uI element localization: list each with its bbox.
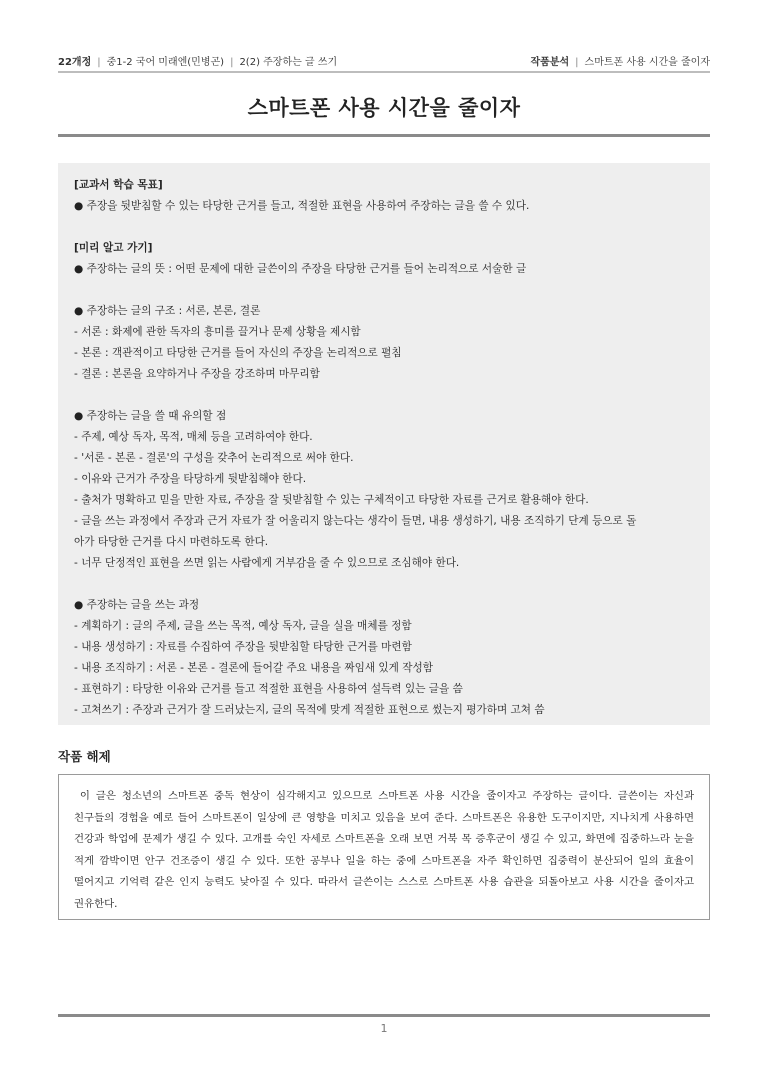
process-item: - 표현하기 : 타당한 이유와 근거를 들고 적절한 표현을 사용하여 설득력 있는 글을 씀 <box>74 683 463 695</box>
objective-text: ● 주장을 뒷받침할 수 있는 타당한 근거를 들고, 적절한 표현을 사용하여 주장하는 글을 쓸 수 있다. <box>74 200 530 212</box>
cautions-title: ● 주장하는 글을 쓸 때 유의할 점 <box>74 410 227 422</box>
learning-goal-box <box>58 163 710 725</box>
header-right: 작품분석 | 스마트폰 사용 시간을 줄이자 <box>530 56 710 68</box>
caution-item: - 이유와 근거가 주장을 타당하게 뒷받침해야 한다. <box>74 473 307 485</box>
work-title-label: 스마트폰 사용 시간을 줄이자 <box>584 56 710 68</box>
header-divider <box>58 71 710 73</box>
structure-item: - 본론 : 객관적이고 타당한 근거를 들어 자신의 주장을 논리적으로 펼침 <box>74 347 402 359</box>
header-left: 22개정 | 중1-2 국어 미래엔(민병곤) | 2(2) 주장하는 글 쓰기 <box>58 56 338 68</box>
caution-item: - 출처가 명확하고 믿을 만한 자료, 주장을 잘 뒷받침할 수 있는 구체적이고 타당한 자료를 근거로 활용해야 한다. <box>74 494 589 506</box>
structure-item: - 서론 : 화제에 관한 독자의 흥미를 끌거나 문제 상황을 제시함 <box>74 326 361 338</box>
course-label: 중1-2 국어 미래엔(민병곤) <box>106 56 225 68</box>
objective-heading: [교과서 학습 목표] <box>74 179 163 191</box>
caution-item: - 너무 단정적인 표현을 쓰면 읽는 사람에게 거부감을 줄 수 있으므로 조심해야 한다. <box>74 557 460 569</box>
process-title: ● 주장하는 글을 쓰는 과정 <box>74 599 200 611</box>
page-header <box>58 50 710 70</box>
summary-section-label: 작품 해제 <box>58 749 111 764</box>
footer-divider <box>58 1014 710 1017</box>
category-label: 작품분석 <box>530 56 570 68</box>
page-title: 스마트폰 사용 시간을 줄이자 <box>247 96 521 120</box>
process-item: - 계획하기 : 글의 주제, 글을 쓰는 목적, 예상 독자, 글을 실을 매체를 정함 <box>74 620 412 632</box>
essay-meaning-line: ● 주장하는 글의 뜻 : 어떤 문제에 대한 글쓴이의 주장을 타당한 근거를 들어 논리적으로 서술한 글 <box>74 263 527 275</box>
caution-item: - '서론 - 본론 - 결론'의 구성을 갖추어 논리적으로 써야 한다. <box>74 452 354 464</box>
caution-item: - 주제, 예상 독자, 목적, 매체 등을 고려하여야 한다. <box>74 431 313 443</box>
learning-goal-content <box>74 175 700 721</box>
title-divider <box>58 134 710 137</box>
structure-title: ● 주장하는 글의 구조 : 서론, 본론, 결론 <box>74 305 261 317</box>
process-item: - 내용 생성하기 : 자료를 수집하여 주장을 뒷받침할 타당한 근거를 마련함 <box>74 641 412 653</box>
unit-label: 2(2) 주장하는 글 쓰기 <box>239 56 338 68</box>
page-number: 1 <box>380 1022 388 1035</box>
caution-item: 아가 타당한 근거를 다시 마련하도록 한다. <box>74 536 269 548</box>
summary-body: 이 글은 청소년의 스마트폰 중독 현상이 심각해지고 있으므로 스마트폰 사용 시간을 줄이자고 주장하는 글이다. 글쓴이는 자신과 친구들의 경험을 예로 들어 스마트폰이 일상에 큰 영향을 미치고 있음을 보여 준다. 스마트폰은 유용한 도구이지만, 지나치게 사용하면 건강과 학업에 문제가 생길 수 있다. 고개를 숙인 자세로 스마트폰을 오래 보면 거북 목 증후군이 생길 수 있고, 화면에 집중하느라 눈을 적게 깜박이면 안구 건조증이 생길 수 있다. 또한 공부나 일을 하는 중에 스마트폰을 자주 확인하면 집중력이 분산되어 일의 효율이 떨어지고 기억력 같은 인지 능력도 낮아질 수 있다. 따라서 글쓴이는 스스로 스마트폰 사용 습관을 되돌아보고 사용 시간을 줄이자고 권유한다. <box>74 790 694 910</box>
structure-item: - 결론 : 본론을 요약하거나 주장을 강조하며 마무리함 <box>74 368 320 380</box>
curriculum-label: 22개정 <box>58 56 92 68</box>
summary-box <box>58 774 710 920</box>
summary-text <box>74 786 694 915</box>
process-item: - 고쳐쓰기 : 주장과 근거가 잘 드러났는지, 글의 목적에 맞게 적절한 표현으로 썼는지 평가하며 고쳐 씀 <box>74 704 545 716</box>
caution-item: - 글을 쓰는 과정에서 주장과 근거 자료가 잘 어울리지 않는다는 생각이 들면, 내용 생성하기, 내용 조직하기 단계 등으로 돌 <box>74 515 637 527</box>
prior-knowledge-heading: [미리 알고 가기] <box>74 242 153 254</box>
process-item: - 내용 조직하기 : 서론 - 본론 - 결론에 들어갈 주요 내용을 짜임새 있게 작성함 <box>74 662 433 674</box>
